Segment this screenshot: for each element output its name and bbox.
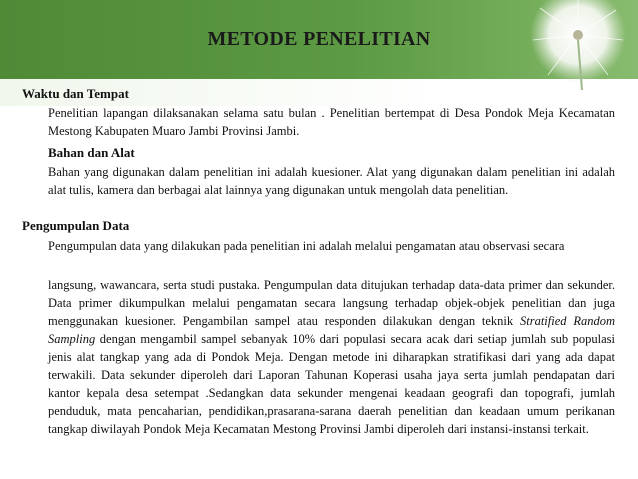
heading-bahan-alat: Bahan dan Alat [48,145,135,160]
page-title: METODE PENELITIAN [207,28,431,50]
stratified-random-sampling-text: Stratified Random Sampling [48,314,616,346]
paragraph-waktu-tempat: Penelitian lapangan dilaksanakan selama satu bulan . Penelitian bertempat di Desa Pondok Meja Kecamatan Mestong Kabupaten Muaro Jambi Provinsi Jambi. [48,106,615,138]
heading-pengumpulan-data: Pengumpulan Data [22,218,130,233]
paragraph-pengumpulan-2-text-b: dengan mengambil sampel sebanyak 10% dari populasi secara acak dari setiap jumlah sub populasi jenis alat tangkap yang ada di Pondok Meja. Dengan metode ini diharapkan stratifikasi dari yang ada dapat terwakili. Data sekunder diperoleh dari Laporan Tahunan Koperasi usaha jaya serta jumlah pendapatan dari kantor kepala desa setempat .Sedangkan data sekunder mengenai keadaan geografi dan topografi, jumlah penduduk, mata pencaharian, pendidikan,prasarana-sarana daerah penelitian dan keadaan umum perikanan tangkap diwilayah Pondok Meja Kecamatan Mestong Provinsi Jambi diperoleh dari instansi-instansi terkait. [48,332,615,436]
paragraph-pengumpulan-1: Pengumpulan data yang dilakukan pada penelitian ini adalah melalui pengamatan atau observasi secara [48,239,565,253]
paragraph-bahan-alat: Bahan yang digunakan dalam penelitian ini adalah kuesioner. Alat yang digunakan dalam penelitian ini adalah alat tulis, kamera dan berbagai alat lainnya yang digunakan untuk mengolah data penelitian. [48,165,615,197]
heading-waktu-tempat: Waktu dan Tempat [22,86,129,101]
paragraph-pengumpulan-2 [48,276,615,438]
paragraph-pengumpulan-2-text-a: langsung, wawancara, serta studi pustaka. Pengumpulan data ditujukan terhadap data-data primer dan sekunder. Data primer dikumpulkan melalui pengamatan secara langsung terhadap objek-objek penelitian dan juga menggunakan kuesioner. Pengambilan sampel atau responden dilakukan dengan teknik [48,278,615,328]
